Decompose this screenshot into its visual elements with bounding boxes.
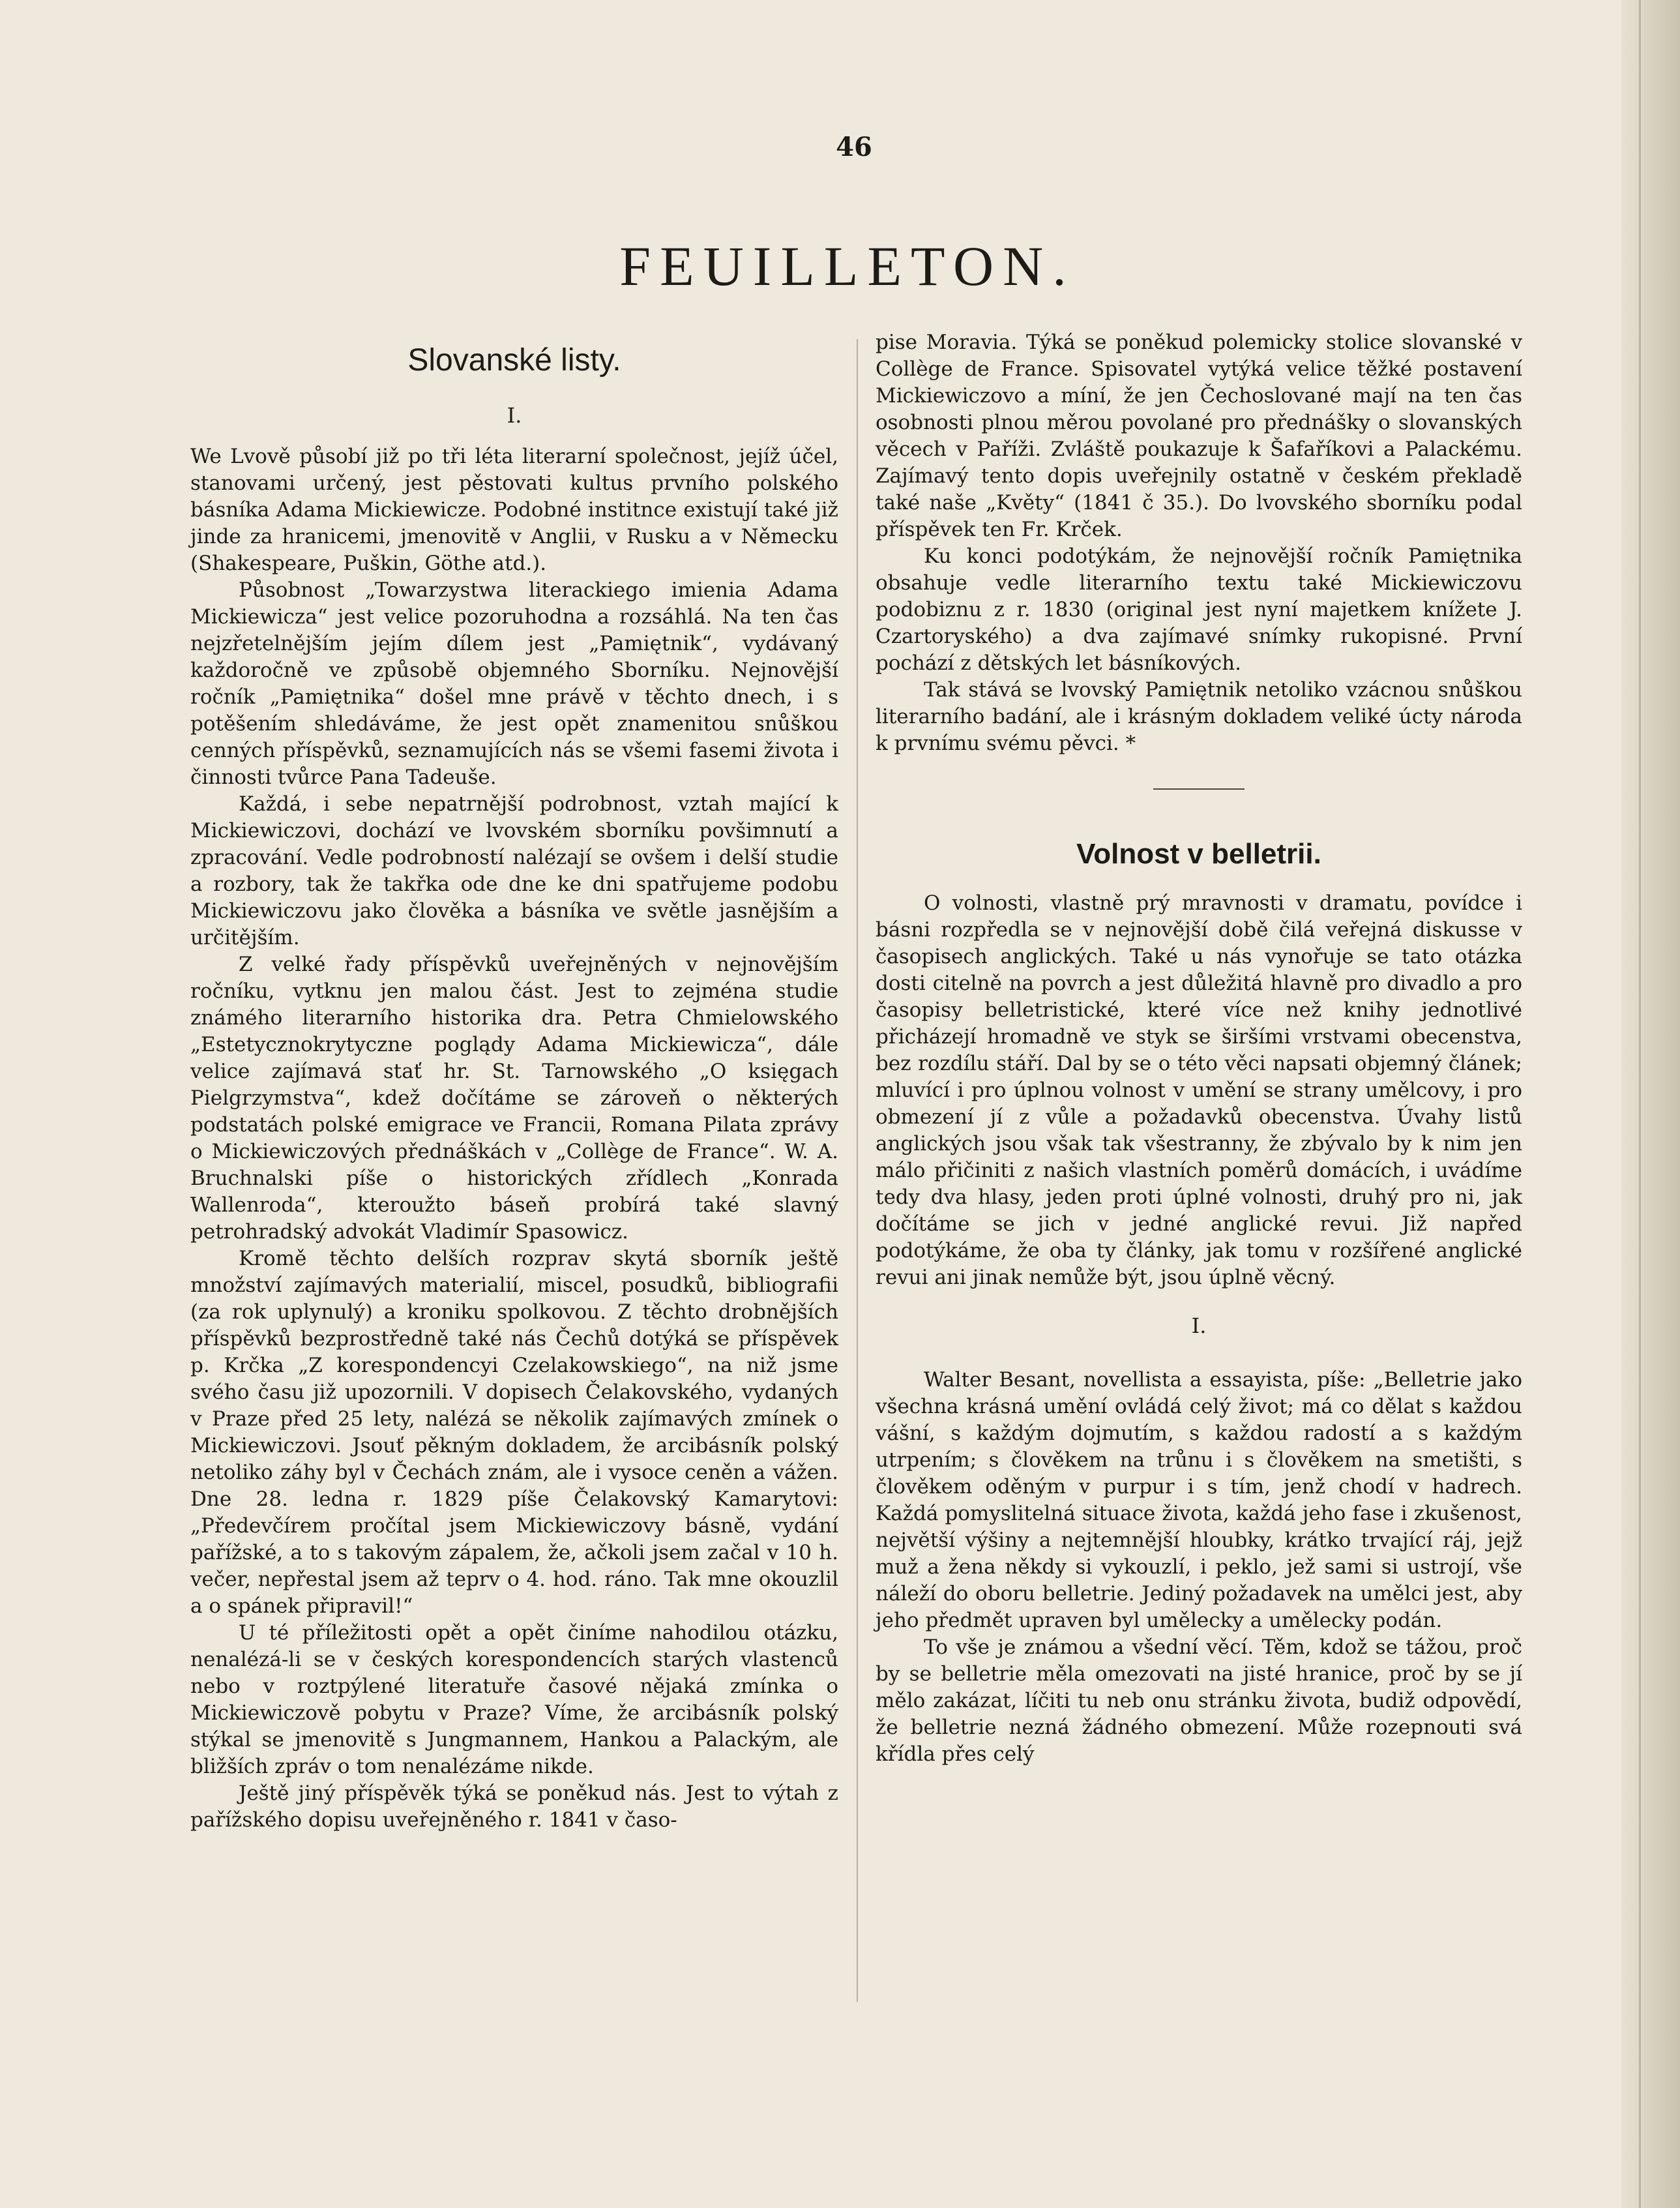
paragraph: Ještě jiný příspěvěk týká se poněkud nás. Jest to výtah z pařížského dopisu uveřejněného r. 1841 v časo- bbox=[190, 1782, 838, 1832]
paragraph: To vše je známou a všední věcí. Těm, kdož se tážou, proč by se belletrie měla omezovati na jisté hranice, proč by se jí mělo zakázat, líčiti tu neb onu stránku života, budiž odpovědí, že belletrie nezná žádného obmezení. Může rozepnouti svá křídla přes celý bbox=[876, 1635, 1522, 1766]
paragraph: Působnost „Towarzystwa literackiego imienia Adama Mickiewicza“ jest velice pozoruhodna a rozsáhlá. Na ten čas nejzřetelnějším jejím dílem jest „Pamiętnik“, vydávaný každoročně ve způsobě objemného Sborníku. Nejnovější ročník „Pamiętnika“ došel mne právě v těchto dnech, i s potěšením shledáváme, že jest opět znamenitou snůškou cenných příspěvků, seznamujících nás se všemi fasemi života i činnosti tvůrce Pana Tadeuše. bbox=[190, 578, 838, 789]
right-column bbox=[876, 329, 1522, 1768]
paragraph-intro: O volnosti, vlastně prý mravnosti v dramatu, povídce i básni rozpředla se v nejnovější době čilá veřejná diskusse v časopisech anglických. Také u nás vynořuje se tato otázka dosti citelně na povrch a jest důležitá hlavně pro divadlo a pro časopisy belletristické, které více než knihy jednotlivé přicházejí hromadně ve styk se širšími vrstvami obecenstva, bez rozdílu stáří. Dal by se o této věci napsati objemný článek; mluvící i pro úplnou volnost v umění se strany umělcovy, i pro obmezení jí z vůle a požadavků obecenstva. Úvahy listů anglických jsou však tak všestranny, že zbývalo by k nim jen málo přičiniti z našich vlastních poměrů domácích, i uvádíme tedy dva hlasy, jeden proti úplné volnosti, druhý pro ni, jak dočítáme se jich v jedné anglické revui. Již napřed podotýkáme, že oba ty články, jak tomu v rozšířené anglické revui ani jinak nemůže být, jsou úplně věcný. bbox=[876, 891, 1522, 1289]
page-number: 46 bbox=[836, 132, 872, 162]
paragraph: Ku konci podotýkám, že nejnovější ročník Pamiętnika obsahuje vedle literarního textu také Mickiewiczovu podobiznu z r. 1830 (original jest nyní majetkem knížete J. Czartoryského) a dva zajímavé snímky rukopisné. První pochází z dětských let básníkových. bbox=[876, 545, 1522, 675]
paragraph: Každá, i sebe nepatrnější podrobnost, vztah mající k Mickiewiczovi, dochází ve lvovském sborníku povšimnutí a zpracování. Vedle podrobností nalézají se ovšem i delší studie a rozbory, tak že takřka ode dne ke dni spatřujeme podobu Mickiewiczovu jako člověka a básníka ve světle jasnějším a určitějším. bbox=[190, 792, 838, 949]
page-gutter-shadow bbox=[1621, 0, 1680, 2208]
feuilleton-heading: FEUILLETON. bbox=[619, 235, 1076, 297]
section-title-slovanske-listy: Slovanské listy. bbox=[407, 343, 621, 378]
paragraph: Walter Besant, novellista a essayista, píše: „Belletrie jako všechna krásná umění ovládá celý život; má co dělat s každou vášní, s každým dojmutím, s každou radostí a s každým utrpením; s člověkem na trůnu i s člověkem na smetišti, s člověkem oděným v purpur i s tím, jenž chodí v hadrech. Každá pomyslitelná situace života, každá jeho fase i zkušenost, největší výšiny a nejtemnější hloubky, krátko trvající ráj, jejž muž a žena někdy si vykouzlí, i peklo, jež sami si ustrojí, vše náleží do oboru belletrie. Jediný požadavek na umělci jest, aby jeho předmět upraven byl umělecky a umělecky podán. bbox=[876, 1368, 1522, 1632]
paragraph: We Lvově působí již po tři léta literarní společnost, jejíž účel, stanovami určený, jest pěstovati kultus prvního polského básníka Adama Mickiewicze. Podobné institnce existují také již jinde za hranicemi, jmenovitě v Anglii, v Rusku a v Německu (Shakespeare, Puškin, Göthe atd.). bbox=[190, 445, 838, 575]
section-numeral: I. bbox=[507, 403, 522, 428]
section-title-volnost-v-belletrii: Volnost v belletrii. bbox=[1076, 838, 1321, 870]
paragraph: Tak stává se lvovský Pamiętnik netoliko vzácnou snůškou literarního badání, ale i krásným dokladem veliké úcty národa k prvnímu svému pěvci. * bbox=[876, 678, 1522, 755]
left-column bbox=[190, 329, 838, 1834]
paragraph-continuation: pise Moravia. Týká se poněkud polemicky stolice slovanské v Collège de France. Spisovatel vytýká velice těžké postavení Mickiewiczovo a míní, že jen Čechoslované mají na ten čas osobnosti plnou měrou povolané pro přednášky o slovanských věcech v Paříži. Zvláště poukazuje k Šafaříkovi a Palackému. Zajímavý tento dopis uveřejnily ostatně v českém překladě také naše „Květy“ (1841 č 35.). Do lvovského sborníku podal příspěvek ten Fr. Krček. bbox=[876, 331, 1522, 541]
paragraph: Kromě těchto delších rozprav skytá sborník ještě množství zajímavých materialií, miscel, posudků, bibliografii (za rok uplynulý) a kroniku spolkovou. Z těchto drobnějších příspěvků bezprostředně také nás Čechů dotýká se příspěvek p. Krčka „Z korespondencyi Czelakowskiego“, na niž jsme svého času již upozornili. V dopisech Čelakovského, vydaných v Praze před 25 lety, nalézá se několik zajímavých zmínek o Mickiewiczovi. Jsouť pěkným dokladem, že arcibásník polský netoliko záhy byl v Čechách znám, ale i vysoce ceněn a vážen. Dne 28. ledna r. 1829 píše Čelakovský Kamarytovi: „Předevčírem pročítal jsem Mickiewiczovy básně, vydání pařížské, a to s takovým zápalem, že, ačkoli jsem začal v 10 h. večer, nepřestal jsem až teprv o 4. hod. ráno. Tak mne okouzlil a o spánek připravil!“ bbox=[190, 1247, 838, 1618]
paragraph: Z velké řady příspěvků uveřejněných v nejnovějším ročníku, vytknu jen malou část. Jest to zejména studie známého literarního historika dra. Petra Chmielowského „Estetycznokrytyczne poglądy Adama Mickiewicza“, dále velice zajímavá stať hr. St. Tarnowského „O księgach Pielgrzymstva“, kdež dočítáme se zároveň o některých podstatách polské emigrace ve Francii, Romana Pilata zprávy o Mickiewiczových přednáškách v „Collège de France“. W. A. Bruchnalski píše o historických zřídlech „Konrada Wallenroda“, kteroužto báseň probírá také slavný petrohradský advokát Vladimír Spasowicz. bbox=[190, 953, 838, 1244]
section-numeral: I. bbox=[1191, 1313, 1207, 1338]
paragraph: U té příležitosti opět a opět činíme nahodilou otázku, nenalézá-li se v českých korespondencích starých vlastenců nebo v roztpýlené literatuře časové nějaká zmínka o Mickiewiczově pobytu v Praze? Víme, že arcibásník polský stýkal se jmenovitě s Jungmannem, Hankou a Palackým, ale bližších zpráv o tom nenalézáme nikde. bbox=[190, 1621, 838, 1778]
page-edge-line bbox=[1639, 0, 1641, 2208]
column-divider bbox=[857, 339, 858, 2002]
section-separator-rule bbox=[1153, 788, 1245, 790]
